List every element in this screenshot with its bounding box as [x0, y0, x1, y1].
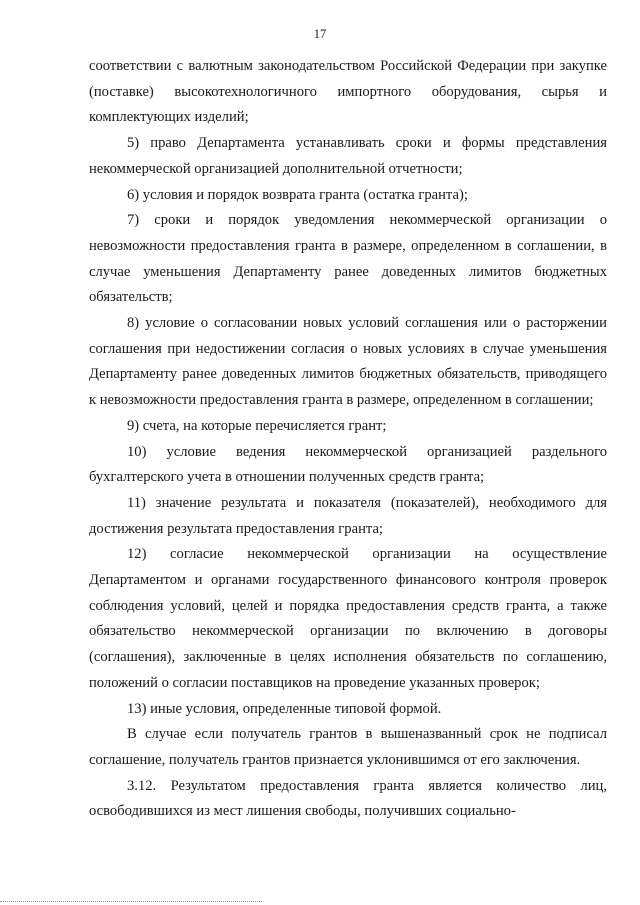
list-item-10: 10) условие ведения некоммерческой организацией раздельного бухгалтерского учета в отношении полученных средств гранта; — [89, 443, 607, 486]
paragraph-continuation: соответствии с валютным законодательством Российской Федерации при закупке (поставке) высокотехнологичного импортного оборудования, сырья и комплектующих изделий; — [89, 58, 607, 126]
page-number: 17 — [313, 27, 327, 41]
list-item-8: 8) условие о согласовании новых условий соглашения или о расторжении соглашения при недостижении согласия о новых условиях в случае уменьшения Департаменту ранее доведенных лимитов бюджетных обязательств, приводящего к невозможности предоставления гранта в размере, определенном в соглашении; — [89, 315, 607, 409]
list-item-7: 7) сроки и порядок уведомления некоммерческой организации о невозможности предоставления гранта в размере, определенном в соглашении, в случае уменьшения Департаменту ранее доведенных лимитов бюджетных обязательств; — [89, 212, 607, 306]
section-3-12: 3.12. Результатом предоставления гранта является количество лиц, освободившихся из мест лишения свободы, получивших социально- — [89, 777, 607, 820]
paragraph-refusal: В случае если получатель грантов в вышеназванный срок не подписал соглашение, получатель грантов признается уклонившимся от его заключения. — [89, 726, 607, 768]
page-edge-line — [0, 901, 262, 902]
list-item-9: 9) счета, на которые перечисляется грант; — [127, 417, 387, 434]
list-item-11: 11) значение результата и показателя (показателей), необходимого для достижения результата предоставления гранта; — [89, 494, 607, 537]
list-item-12: 12) согласие некоммерческой организации на осуществление Департаментом и органами государственного финансового контроля проверок соблюдения условий, целей и порядка предоставления средств гранта, а также обязательство некоммерческой организации по включению в договоры (соглашения), заключенные в целях исполнения обязательств по соглашению, положений о согласии поставщиков на проведение указанных проверок; — [89, 546, 607, 691]
list-item-6: 6) условия и порядок возврата гранта (остатка гранта); — [127, 186, 468, 203]
list-item-13: 13) иные условия, определенные типовой формой. — [127, 700, 442, 717]
list-item-5: 5) право Департамента устанавливать сроки и формы представления некоммерческой организацией дополнительной отчетности; — [89, 135, 607, 177]
document-body — [89, 54, 607, 825]
